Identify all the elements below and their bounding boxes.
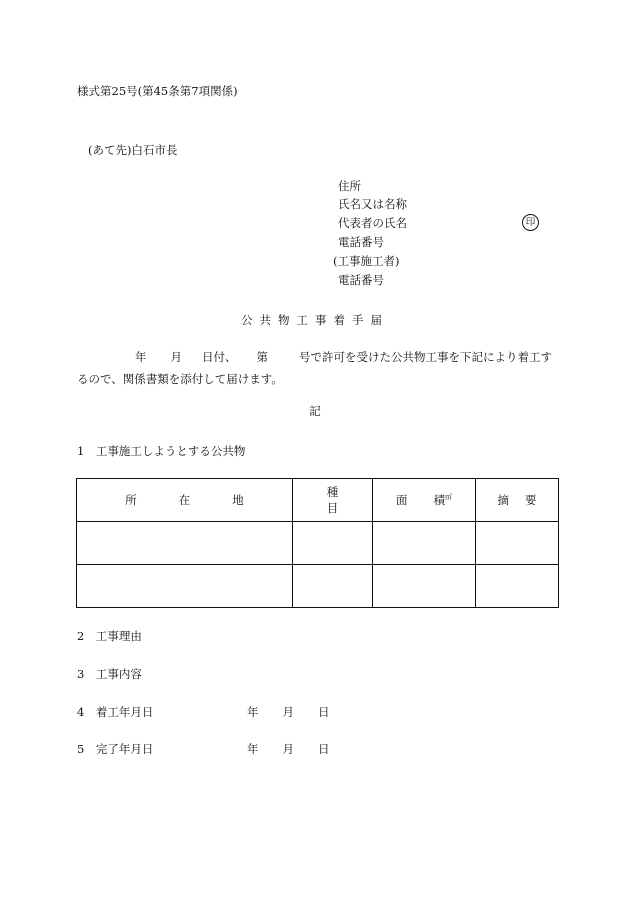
item-2-heading: 2 工事理由 — [77, 629, 142, 643]
addressee: (あて先)白石市長 — [88, 143, 178, 157]
cell-note[interactable] — [476, 565, 559, 608]
table-header-row — [77, 479, 559, 522]
col-area-char-1: 面 — [396, 493, 408, 507]
contractor-phone-label: 電話番号 — [338, 273, 384, 287]
col-area-header — [373, 479, 476, 522]
cell-area[interactable] — [373, 565, 476, 608]
representative-label: 代表者の氏名 — [338, 216, 407, 230]
col-note-header: 摘要 — [476, 479, 559, 522]
body-dated: 日付、 — [202, 350, 237, 364]
table-row — [77, 565, 559, 608]
body-month: 月 — [170, 350, 182, 364]
body-number-prefix: 第 — [256, 350, 268, 364]
form-number: 様式第25号(第45条第7項関係) — [77, 84, 238, 98]
address-label: 住所 — [338, 179, 361, 193]
body-main-text: 号で許可を受けた公共物工事を下記により着工するので、関係書類を添付して届けます。 — [77, 350, 552, 386]
start-date-fields — [247, 704, 330, 720]
start-year-label: 年 — [247, 705, 259, 719]
cell-location[interactable] — [77, 565, 293, 608]
name-label: 氏名又は名称 — [338, 197, 407, 211]
cell-kind[interactable] — [293, 522, 373, 565]
item-1-heading: 1 工事施工しようとする公共物 — [77, 444, 246, 458]
end-day-label: 日 — [318, 742, 330, 756]
table-row — [77, 522, 559, 565]
ki-heading: 記 — [309, 404, 321, 418]
cell-kind[interactable] — [293, 565, 373, 608]
end-month-label: 月 — [282, 742, 294, 756]
item-4-heading: 4 着工年月日 — [77, 705, 154, 719]
col-kind-header: 種目 — [293, 479, 373, 522]
body-year: 年 — [135, 350, 147, 364]
seal-mark: 印 — [522, 214, 539, 231]
cell-area[interactable] — [373, 522, 476, 565]
cell-note[interactable] — [476, 522, 559, 565]
item-5-heading: 5 完了年月日 — [77, 742, 154, 756]
cell-location[interactable] — [77, 522, 293, 565]
end-date-fields — [247, 741, 330, 757]
phone-label: 電話番号 — [338, 235, 384, 249]
contractor-label: (工事施工者) — [333, 254, 400, 268]
end-year-label: 年 — [247, 742, 259, 756]
start-day-label: 日 — [318, 705, 330, 719]
item-3-heading: 3 工事内容 — [77, 667, 142, 681]
col-area-char-2: 積 — [433, 493, 445, 507]
col-area-unit: ㎡ — [445, 493, 452, 502]
document-title: 公共物工事着手届 — [241, 313, 389, 327]
col-location-header: 所在地 — [77, 479, 293, 522]
body-paragraph — [77, 346, 562, 390]
public-property-table — [76, 478, 559, 608]
start-month-label: 月 — [282, 705, 294, 719]
